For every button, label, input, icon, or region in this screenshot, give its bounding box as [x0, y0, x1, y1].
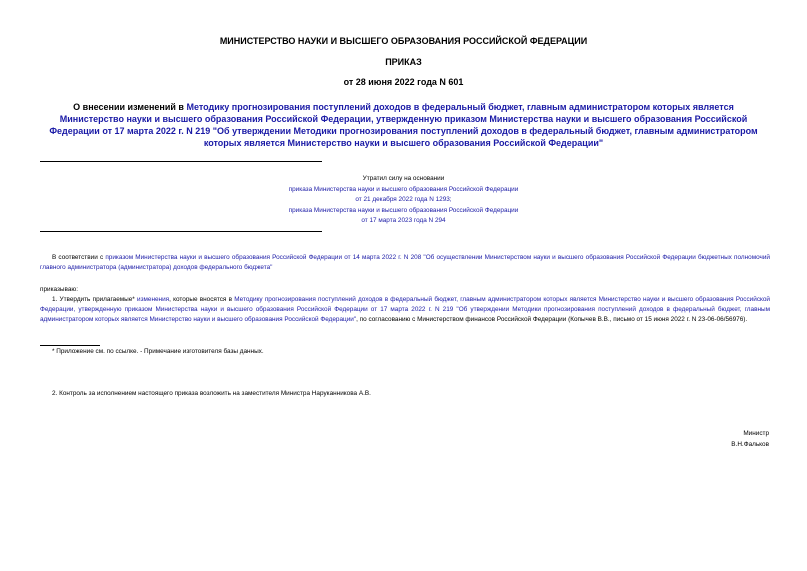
lost-force-link-2-date[interactable]: от 17 марта 2023 года N 294 [361, 217, 446, 224]
lost-force-note [40, 174, 767, 227]
lost-force-link-1-date[interactable]: от 21 декабря 2022 года N 1293; [355, 196, 452, 203]
item-1-paragraph [40, 295, 770, 325]
lost-force-line-1: Утратил силу на основании [362, 175, 445, 182]
divider-top [40, 161, 322, 162]
signature-name: В.Н.Фальков [731, 440, 769, 448]
signature-position: Министр [743, 430, 769, 437]
item-1-suffix: , по согласованию с Министерством финансов Российской Федерации (Копычев В.В., письмо от 15 июня 2022 г. N 23-06-06/56976). [356, 316, 748, 323]
lost-force-link-2[interactable]: приказа Министерства науки и высшего образования Российской Федерации [288, 206, 519, 214]
item-1-prefix: 1. Утвердить прилагаемые* [52, 296, 138, 303]
title-link[interactable]: Методику прогнозирования поступлений доходов в федеральный бюджет, главным администратором которых является Министерство науки и высшего образования Российской Федерации, утвержденную приказом Министерства науки и высшего образования Российской Федерации от 17 марта 2022 г. N 219 "Об утверждении Методики прогнозирования поступлений доходов в федеральный бюджет, главным администратором которых является Министерство науки и высшего образования Российской Федерации" [49, 102, 758, 148]
preamble-paragraph [40, 253, 770, 273]
lost-force-link-1[interactable]: приказа Министерства науки и высшего образования Российской Федерации [288, 185, 519, 193]
divider-bottom [40, 231, 322, 232]
footnote-divider [40, 345, 100, 346]
item-1-methodology-link[interactable]: Методику прогнозирования поступлений доходов в федеральный бюджет, главным администратором которых является Министерство науки и высшего образования Российской Федерации, утвержденную приказом Министерства науки и высшего образования Российской Федерации от 17 марта 2022 г. N 219 "Об утверждении Методики прогнозирования поступлений доходов в федеральный бюджет, главным администратором которых является Министерство науки и высшего образования Российской Федерации" [40, 296, 771, 323]
document-title [40, 101, 767, 149]
signature-block [731, 429, 769, 450]
item-1-mid: , которые вносятся в [169, 296, 235, 303]
preamble-prefix: В соответствии с [52, 254, 106, 261]
ministry-heading: МИНИСТЕРСТВО НАУКИ И ВЫСШЕГО ОБРАЗОВАНИЯ РОССИЙСКОЙ ФЕДЕРАЦИИ [219, 36, 588, 46]
doc-type-heading: ПРИКАЗ [385, 57, 422, 67]
footnote: * Приложение см. по ссылке. - Примечание изготовителя базы данных. [52, 348, 264, 355]
title-prefix: О внесении изменений в [73, 102, 187, 112]
preamble-link[interactable]: приказом Министерства науки и высшего образования Российской Федерации от 14 марта 2022 г. N 208 "Об осуществлении Министерством науки и высшего образования Российской Федерации бюджетных полномочий главного администратора (администратора) доходов федерального бюджета" [40, 254, 770, 271]
item-2-paragraph: 2. Контроль за исполнением настоящего приказа возложить на заместителя Министра Наруканникова А.В. [52, 390, 371, 397]
date-number-heading: от 28 июня 2022 года N 601 [343, 77, 464, 87]
item-1-changes-link[interactable]: изменения [137, 296, 170, 303]
order-word: приказываю: [40, 286, 78, 293]
